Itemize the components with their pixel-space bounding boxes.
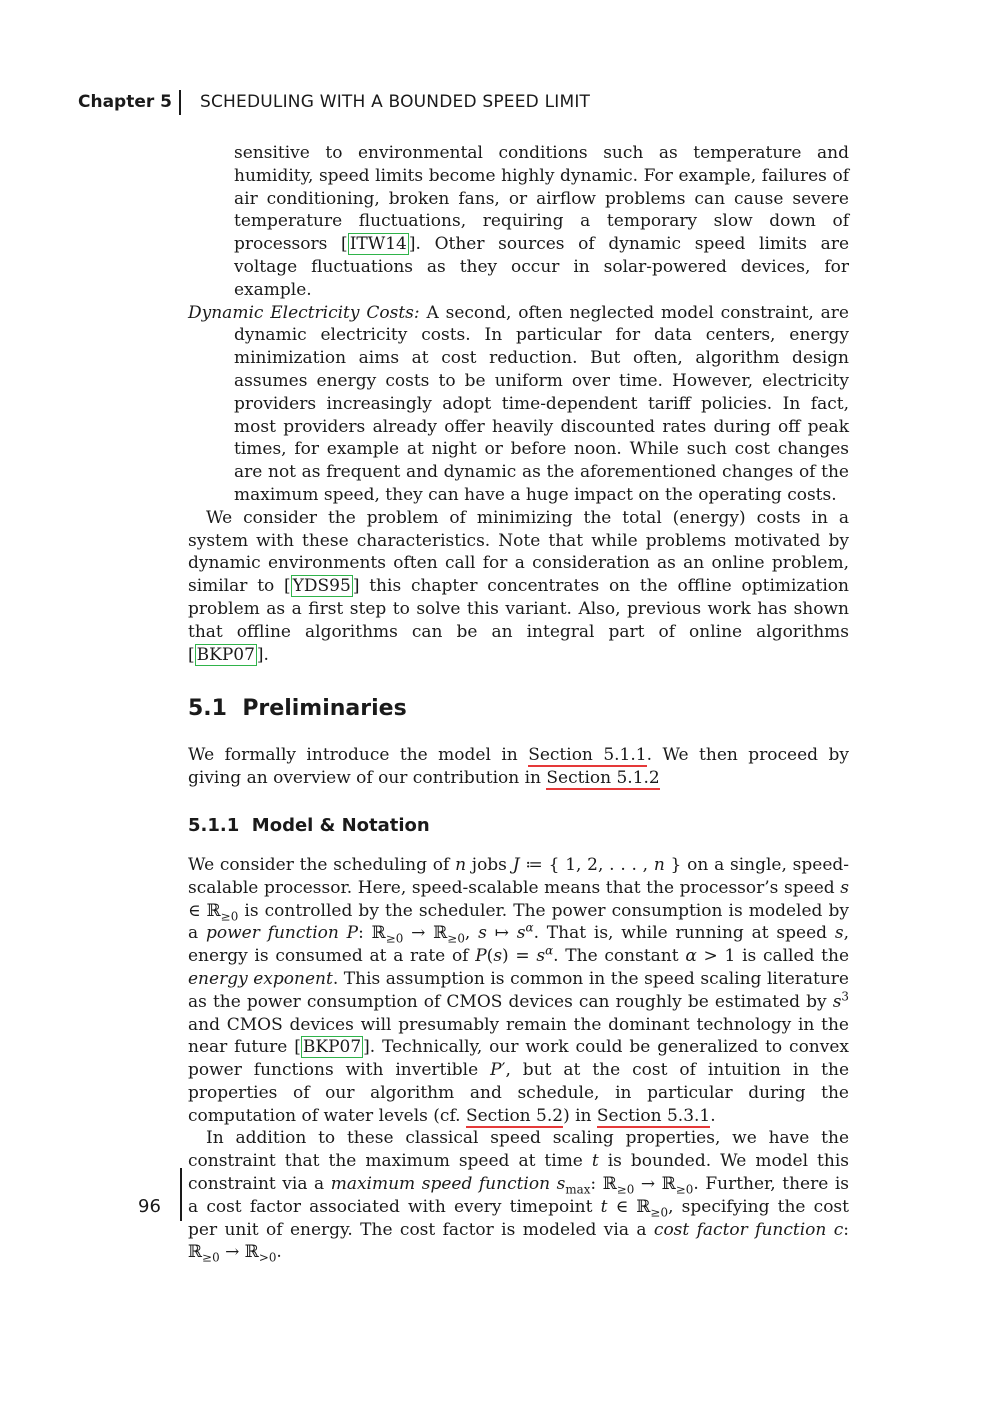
- subsection-heading: 5.1.1 Model & Notation: [188, 814, 430, 836]
- page-body: [188, 142, 849, 1264]
- paragraph-constraints: In addition to these classical speed scaling properties, we have the constraint that the maximum speed at time t is bounded. We model this constraint via a maximum speed function $s_{max}$: ℝ$_{\ge 0}$ → ℝ$_{\ge 0}$. Further, there is a cost factor associated with every timepoint t ∈ ℝ$_{\ge 0}$, specifying the cost per unit of energy. The cost factor is modeled via a cost factor function c: ℝ$_{\ge 0}$ → ℝ$_{>0}$.: [188, 1128, 850, 1265]
- citation-itw14[interactable]: ITW14: [349, 234, 407, 255]
- ref-section-5-1-1[interactable]: Section 5.1.1: [528, 745, 647, 766]
- ref-section-5-3-1[interactable]: Section 5.3.1: [596, 1105, 711, 1126]
- ref-section-5-2[interactable]: Section 5.2: [465, 1105, 564, 1126]
- paragraph-model: We consider the scheduling of n jobs J ≔ { 1, 2, . . . , n } on a single, speed-scalable processor. Here, speed-scalable means that the processor’s speed s ∈ ℝ$_{\ge 0}$ is controlled by the scheduler. The power consumption is modeled by a power function P: ℝ$_{\ge 0}$ → ℝ$_{\ge 0}$, s ↦ $s^\alpha$. That is, while running at speed s, energy is consumed at a rate of $P(s) = s^\alpha$. The constant α > 1 is called the energy exponent. This assumption is common in the speed scaling literature as the power consumption of CMOS devices can roughly be estimated by $s^3$ and CMOS devices will presumably remain the dominant technology in the near future [ BKP07 ]. Technically, our work could be generalized to convex power functions with invertible P′, but at the cost of intuition in the properties of our algorithm and schedule, in particular during the computation of water levels (cf. Section 5.2) in Section 5.3.1.: [188, 854, 850, 1126]
- item-label: Dynamic Electricity Costs:: [188, 302, 420, 323]
- chapter-title: SCHEDULING WITH A BOUNDED SPEED LIMIT: [200, 92, 591, 112]
- paragraph-electricity-costs: Dynamic Electricity Costs: A second, often neglected model constraint, are dynamic electricity costs. In particular for data centers, energy minimization aims at cost reduction. But often, algorithm design assumes energy costs to be uniform over time. However, electricity providers increasingly adopt time-dependent tariff policies. In fact, most providers already offer heavily discounted rates during off peak times, for example at night or before noon. While such cost changes are not as frequent and dynamic as the aforementioned changes of the maximum speed, they can have a huge impact on the operating costs.: [188, 302, 849, 505]
- chapter-label: Chapter 5: [78, 92, 173, 112]
- footer-divider: [180, 1168, 182, 1221]
- paragraph-speed-limits: sensitive to environmental conditions such as temperature and humidity, speed limits become highly dynamic. For example, failures of air conditioning, broken fans, or airflow problems can cause severe temperature fluctuations, requiring a temporary slow down of processors [ ITW14 ]. Other sources of dynamic speed limits are voltage fluctuations as they occur in solar-powered devices, for example.: [234, 143, 850, 300]
- citation-bkp07[interactable]: BKP07: [196, 644, 255, 665]
- header-divider: [179, 90, 181, 115]
- citation-bkp07-2[interactable]: BKP07: [302, 1037, 362, 1058]
- running-header: [78, 90, 591, 114]
- section-heading: 5.1 Preliminaries: [188, 696, 407, 722]
- paragraph-intro: We formally introduce the model in Section 5.1.1. We then proceed by giving an overview of our contribution in Section 5.1.2: [188, 745, 849, 789]
- page-number: 96: [138, 1196, 161, 1217]
- ref-section-5-1-2[interactable]: Section 5.1.2: [546, 768, 660, 789]
- citation-yds95[interactable]: YDS95: [292, 576, 351, 597]
- paragraph-problem: We consider the problem of minimizing the total (energy) costs in a system with these characteristics. Note that while problems motivated by dynamic environments often call for a consideration as an online problem, similar to [ YDS95 ] this chapter concentrates on the offline optimization problem as a first step to solve this variant. Also, previous work has shown that offline algorithms can be an integral part of online algorithms [ BKP07 ].: [188, 507, 849, 665]
